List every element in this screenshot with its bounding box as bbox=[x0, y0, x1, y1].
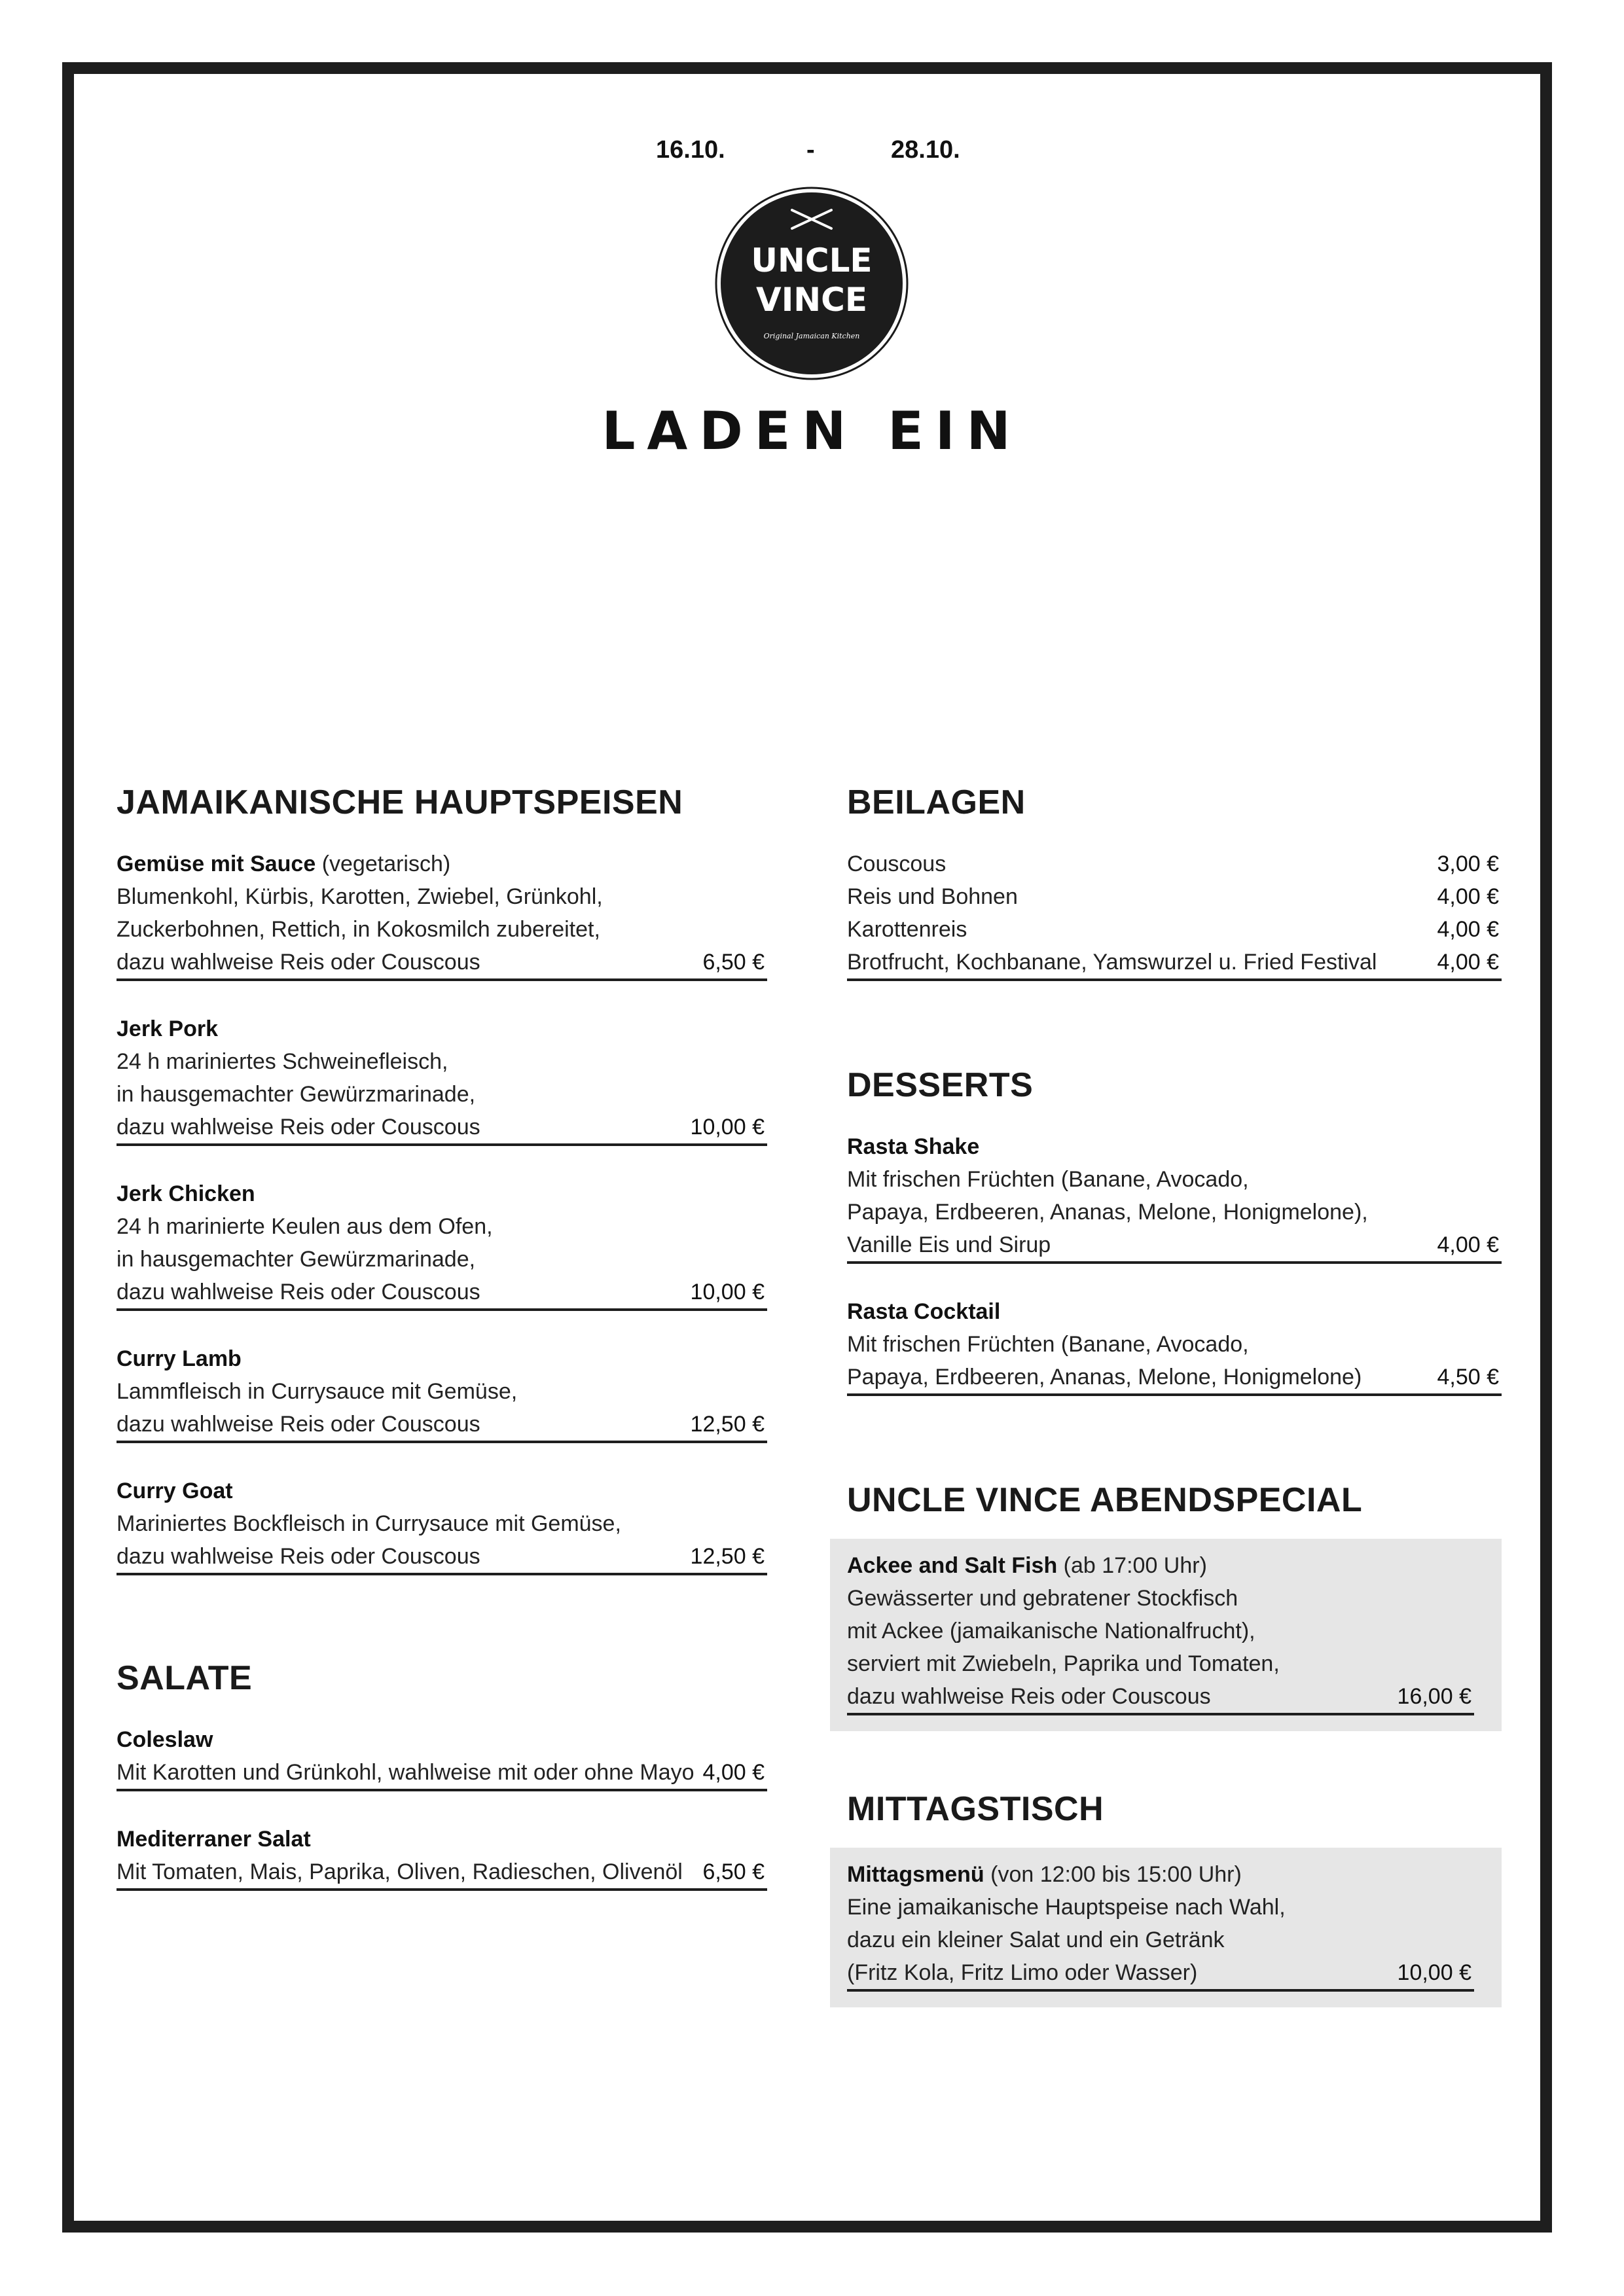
item-note: (ab 17:00 Uhr) bbox=[1057, 1553, 1207, 1578]
item-name: Couscous bbox=[847, 852, 947, 876]
item-description: dazu wahlweise Reis oder Couscous bbox=[117, 1412, 480, 1437]
item-description: Papaya, Erdbeeren, Ananas, Melone, Honigmelone), bbox=[847, 1200, 1368, 1225]
menu-item bbox=[847, 1858, 1474, 1992]
item-description: Lammfleisch in Currysauce mit Gemüse, bbox=[117, 1379, 518, 1404]
item-description: dazu wahlweise Reis oder Couscous bbox=[117, 1115, 480, 1139]
item-name: Curry Goat bbox=[117, 1479, 233, 1503]
item-description: in hausgemachter Gewürzmarinade, bbox=[117, 1082, 476, 1107]
item-name: Brotfrucht, Kochbanane, Yamswurzel u. Fried Festival bbox=[847, 950, 1377, 975]
evening-special-box bbox=[830, 1539, 1502, 1731]
item-description: dazu wahlweise Reis oder Couscous bbox=[117, 950, 480, 975]
item-price: 4,00 € bbox=[1437, 884, 1499, 909]
item-heading bbox=[117, 1013, 767, 1045]
menu-item bbox=[117, 1177, 767, 1311]
item-name: Coleslaw bbox=[117, 1727, 213, 1752]
side-item bbox=[847, 848, 1502, 880]
item-description: dazu wahlweise Reis oder Couscous bbox=[117, 1280, 480, 1304]
menu-item bbox=[847, 1549, 1474, 1715]
desserts-title: DESSERTS bbox=[847, 1066, 1034, 1104]
item-name: Ackee and Salt Fish bbox=[847, 1553, 1058, 1578]
menu-item bbox=[847, 1295, 1502, 1396]
item-last-line bbox=[117, 1756, 767, 1791]
item-description: (Fritz Kola, Fritz Limo oder Wasser) bbox=[847, 1960, 1198, 1985]
side-item bbox=[847, 913, 1502, 946]
menu-item bbox=[117, 1013, 767, 1146]
evening-special-title: UNCLE VINCE ABENDSPECIAL bbox=[847, 1481, 1363, 1519]
item-name: Rasta Cocktail bbox=[847, 1299, 1001, 1324]
item-name: Rasta Shake bbox=[847, 1134, 980, 1159]
item-price: 4,00 € bbox=[1437, 950, 1499, 975]
lunch-box bbox=[830, 1848, 1502, 2007]
side-item bbox=[847, 880, 1502, 913]
item-description: dazu wahlweise Reis oder Couscous bbox=[847, 1684, 1211, 1709]
item-price: 4,00 € bbox=[1437, 1232, 1499, 1257]
item-description: Eine jamaikanische Hauptspeise nach Wahl, bbox=[847, 1895, 1286, 1920]
date-range bbox=[0, 136, 1624, 169]
item-heading bbox=[117, 1177, 767, 1210]
salads-title: SALATE bbox=[117, 1659, 253, 1697]
uncle-vince-logo bbox=[715, 187, 909, 380]
item-description: Gewässerter und gebratener Stockfisch bbox=[847, 1586, 1238, 1611]
item-last-line bbox=[117, 1111, 767, 1146]
date-from: 16.10. bbox=[656, 136, 725, 164]
item-price: 12,50 € bbox=[690, 1412, 765, 1437]
item-price: 16,00 € bbox=[1397, 1684, 1471, 1709]
item-price: 12,50 € bbox=[690, 1544, 765, 1569]
item-name: Mittagsmenü bbox=[847, 1862, 984, 1887]
main-dishes-title: JAMAIKANISCHE HAUPTSPEISEN bbox=[117, 783, 683, 821]
item-description: Mit Tomaten, Mais, Paprika, Oliven, Radieschen, Olivenöl bbox=[117, 1859, 683, 1884]
item-note: (vegetarisch) bbox=[316, 852, 451, 876]
left-column bbox=[117, 782, 767, 1891]
lunch-title: MITTAGSTISCH bbox=[847, 1790, 1104, 1828]
date-to: 28.10. bbox=[891, 136, 960, 164]
item-description: dazu wahlweise Reis oder Couscous bbox=[117, 1544, 480, 1569]
item-description: 24 h mariniertes Schweinefleisch, bbox=[117, 1049, 448, 1074]
item-price: 10,00 € bbox=[690, 1115, 765, 1139]
item-price: 3,00 € bbox=[1437, 852, 1499, 876]
item-name: Mediterraner Salat bbox=[117, 1827, 311, 1852]
item-price: 6,50 € bbox=[702, 1859, 765, 1884]
item-description: Blumenkohl, Kürbis, Karotten, Zwiebel, Grünkohl, bbox=[117, 884, 603, 909]
item-heading bbox=[847, 1295, 1502, 1328]
menu-item bbox=[847, 1130, 1502, 1264]
item-name: Jerk Chicken bbox=[117, 1181, 255, 1206]
item-note: (von 12:00 bis 15:00 Uhr) bbox=[984, 1862, 1242, 1887]
item-name: Gemüse mit Sauce bbox=[117, 852, 316, 876]
item-description: Mariniertes Bockfleisch in Currysauce mit Gemüse, bbox=[117, 1511, 621, 1536]
item-name: Karottenreis bbox=[847, 917, 967, 942]
logo-line-1: UNCLE bbox=[751, 242, 873, 279]
item-heading bbox=[117, 1823, 767, 1856]
item-last-line bbox=[847, 1229, 1502, 1264]
sides-title: BEILAGEN bbox=[847, 783, 1026, 821]
item-description: in hausgemachter Gewürzmarinade, bbox=[117, 1247, 476, 1272]
item-description: serviert mit Zwiebeln, Paprika und Tomaten, bbox=[847, 1651, 1280, 1676]
item-price: 6,50 € bbox=[702, 950, 765, 975]
item-price: 10,00 € bbox=[690, 1280, 765, 1304]
item-heading bbox=[847, 1130, 1502, 1163]
item-last-line bbox=[117, 1856, 767, 1891]
menu-item bbox=[117, 1723, 767, 1791]
tagline: LADEN EIN bbox=[602, 401, 1022, 461]
item-heading bbox=[117, 1342, 767, 1375]
item-last-line bbox=[117, 946, 767, 981]
item-last-line bbox=[117, 1276, 767, 1311]
item-price: 4,50 € bbox=[1437, 1365, 1499, 1390]
item-description: dazu ein kleiner Salat und ein Getränk bbox=[847, 1928, 1225, 1952]
side-item bbox=[847, 946, 1502, 981]
date-dash: - bbox=[806, 136, 815, 164]
item-description: Papaya, Erdbeeren, Ananas, Melone, Honigmelone) bbox=[847, 1365, 1362, 1390]
item-last-line bbox=[117, 1540, 767, 1575]
menu-item bbox=[117, 1342, 767, 1443]
menu-item bbox=[117, 1823, 767, 1891]
item-description: Zuckerbohnen, Rettich, in Kokosmilch zubereitet, bbox=[117, 917, 600, 942]
item-description: Mit frischen Früchten (Banane, Avocado, bbox=[847, 1167, 1249, 1192]
item-price: 4,00 € bbox=[702, 1760, 765, 1785]
item-heading bbox=[117, 1723, 767, 1756]
item-name: Curry Lamb bbox=[117, 1346, 242, 1371]
item-name: Reis und Bohnen bbox=[847, 884, 1018, 909]
item-description: 24 h marinierte Keulen aus dem Ofen, bbox=[117, 1214, 493, 1239]
logo-line-2: VINCE bbox=[756, 281, 867, 319]
item-description: Mit Karotten und Grünkohl, wahlweise mit oder ohne Mayo bbox=[117, 1760, 695, 1785]
item-last-line bbox=[117, 1408, 767, 1443]
menu-item bbox=[117, 1475, 767, 1575]
item-heading bbox=[117, 1475, 767, 1507]
item-name: Jerk Pork bbox=[117, 1016, 218, 1041]
item-last-line bbox=[847, 1361, 1502, 1396]
item-description: Vanille Eis und Sirup bbox=[847, 1232, 1051, 1257]
item-price: 4,00 € bbox=[1437, 917, 1499, 942]
item-heading bbox=[117, 848, 767, 880]
logo-subtitle: Original Jamaican Kitchen bbox=[763, 332, 860, 340]
item-description: Mit frischen Früchten (Banane, Avocado, bbox=[847, 1332, 1249, 1357]
menu-item bbox=[117, 848, 767, 981]
right-column bbox=[847, 782, 1502, 2007]
item-price: 10,00 € bbox=[1397, 1960, 1471, 1985]
item-description: mit Ackee (jamaikanische Nationalfrucht), bbox=[847, 1619, 1255, 1643]
